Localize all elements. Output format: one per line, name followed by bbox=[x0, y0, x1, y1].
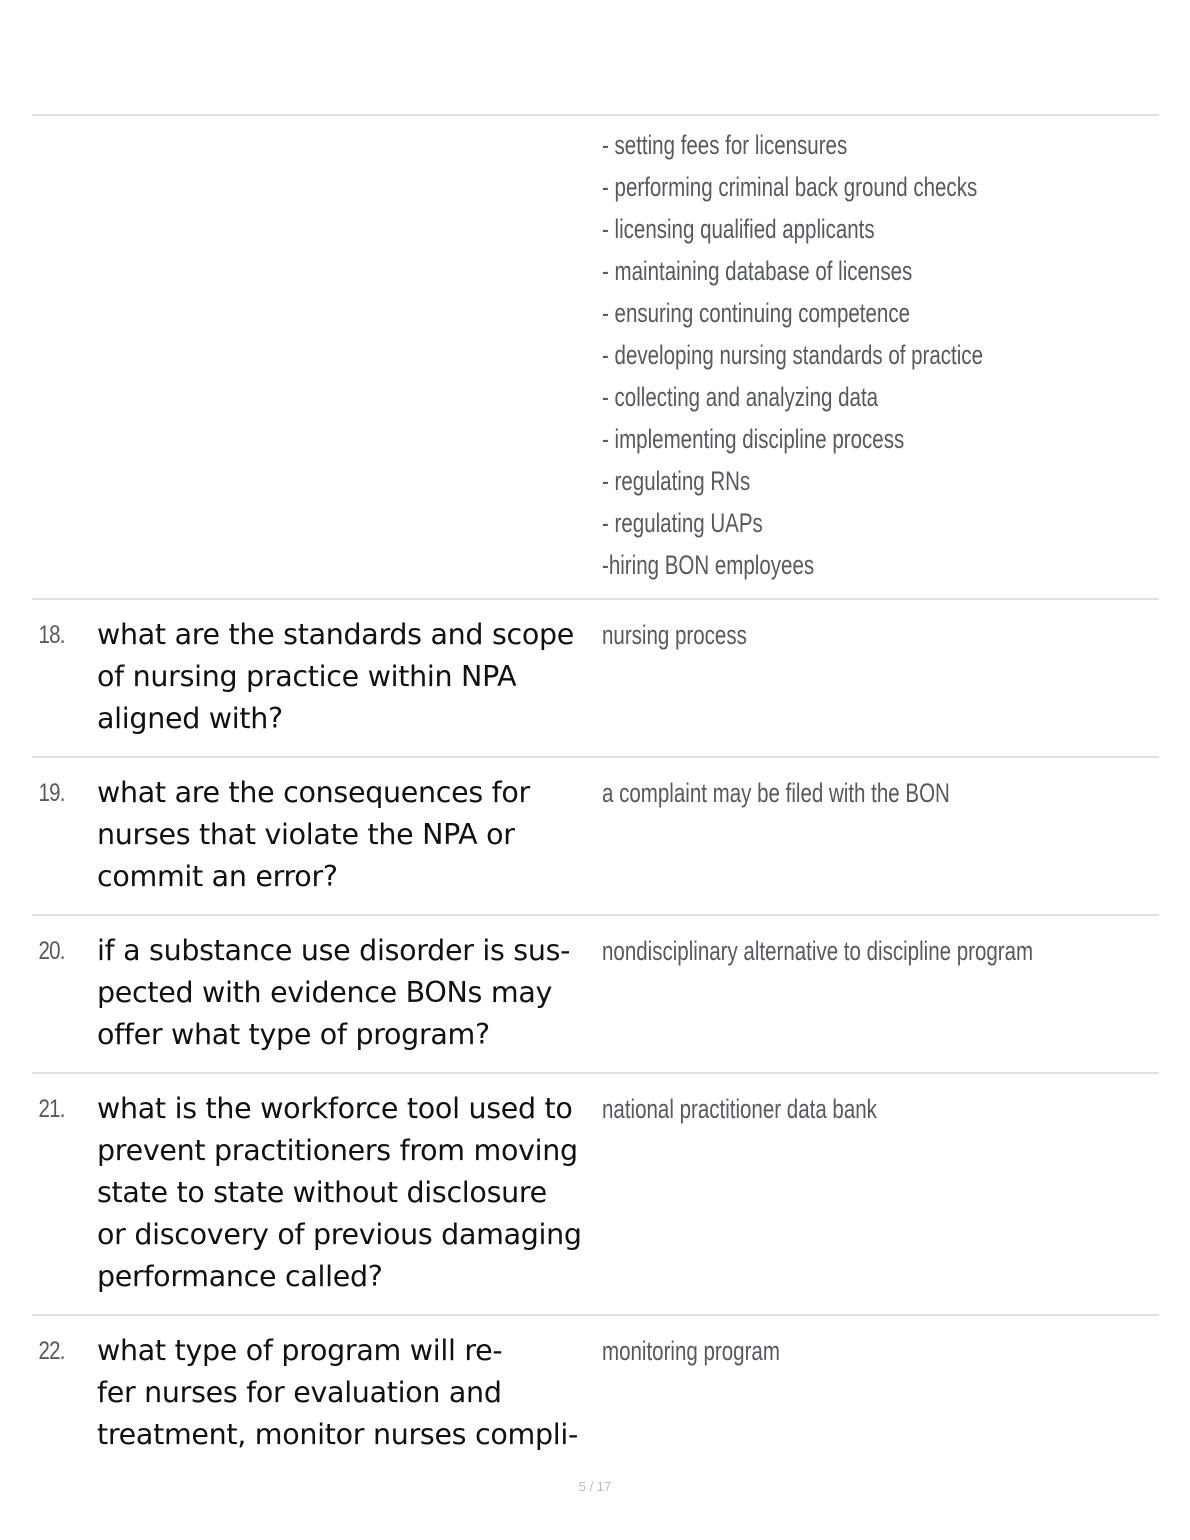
answer-text: nursing process bbox=[602, 620, 747, 650]
card-number: 19. bbox=[38, 779, 65, 807]
answer-line: - performing criminal back ground checks bbox=[602, 172, 978, 202]
answer-line: - collecting and analyzing data bbox=[602, 382, 879, 412]
card-20 bbox=[32, 914, 1159, 1072]
card-number bbox=[32, 124, 85, 586]
answer-line: - implementing discipline process bbox=[602, 424, 905, 454]
card-continued bbox=[32, 114, 1159, 598]
question-line: fer nurses for evaluation and bbox=[97, 1376, 502, 1409]
answer-text: a complaint may be filed with the BON bbox=[602, 778, 950, 808]
card-number: 18. bbox=[38, 621, 65, 649]
card-number: 20. bbox=[38, 937, 65, 965]
question-line: prevent practitioners from moving bbox=[97, 1134, 578, 1167]
answer-line: - ensuring continuing competence bbox=[602, 298, 911, 328]
card-answer-list bbox=[602, 124, 1159, 586]
question-line: state to state without disclosure bbox=[97, 1176, 547, 1209]
question-line: nurses that violate the NPA or bbox=[97, 818, 515, 851]
question-line: or discovery of previous damaging bbox=[97, 1218, 582, 1251]
question-line: performance called? bbox=[97, 1260, 383, 1293]
card-question bbox=[97, 124, 602, 586]
card-question bbox=[97, 614, 602, 740]
card-question bbox=[97, 772, 602, 898]
card-21 bbox=[32, 1072, 1159, 1314]
question-line: what are the consequences for bbox=[97, 776, 530, 809]
answer-line: - setting fees for licensures bbox=[602, 130, 848, 160]
card-answer bbox=[602, 772, 1159, 898]
question-line: aligned with? bbox=[97, 702, 283, 735]
card-answer bbox=[602, 1088, 1159, 1298]
answer-line: - regulating UAPs bbox=[602, 508, 763, 538]
card-22 bbox=[32, 1314, 1159, 1472]
answer-line: - developing nursing standards of practice bbox=[602, 340, 983, 370]
question-line: offer what type of program? bbox=[97, 1018, 490, 1051]
answer-line: - regulating RNs bbox=[602, 466, 751, 496]
question-line: pected with evidence BONs may bbox=[97, 976, 553, 1009]
card-19 bbox=[32, 756, 1159, 914]
question-line: if a substance use disorder is sus- bbox=[97, 934, 571, 967]
card-answer bbox=[602, 930, 1169, 1056]
answer-line: - maintaining database of licenses bbox=[602, 256, 913, 286]
answer-text: national practitioner data bank bbox=[602, 1094, 877, 1124]
answer-text: nondisciplinary alternative to discipline program bbox=[602, 936, 1034, 966]
card-number: 22. bbox=[38, 1337, 65, 1365]
card-answer bbox=[602, 1330, 1159, 1456]
card-answer bbox=[602, 614, 1159, 740]
question-line: what type of program will re- bbox=[97, 1334, 503, 1367]
question-line: of nursing practice within NPA bbox=[97, 660, 517, 693]
card-question bbox=[97, 1088, 602, 1298]
page-indicator: 5 / 17 bbox=[578, 1479, 612, 1494]
card-question bbox=[97, 1330, 602, 1456]
card-question bbox=[97, 930, 602, 1056]
answer-line: - licensing qualified applicants bbox=[602, 214, 875, 244]
answer-text: monitoring program bbox=[602, 1336, 780, 1366]
card-18 bbox=[32, 598, 1159, 756]
question-line: what are the standards and scope bbox=[97, 618, 575, 651]
question-line: treatment, monitor nurses compli- bbox=[97, 1418, 578, 1451]
question-line: commit an error? bbox=[97, 860, 338, 893]
flashcard-table bbox=[32, 114, 1159, 1472]
question-line: what is the workforce tool used to bbox=[97, 1092, 573, 1125]
card-number: 21. bbox=[38, 1095, 65, 1123]
answer-line: -hiring BON employees bbox=[602, 550, 815, 580]
